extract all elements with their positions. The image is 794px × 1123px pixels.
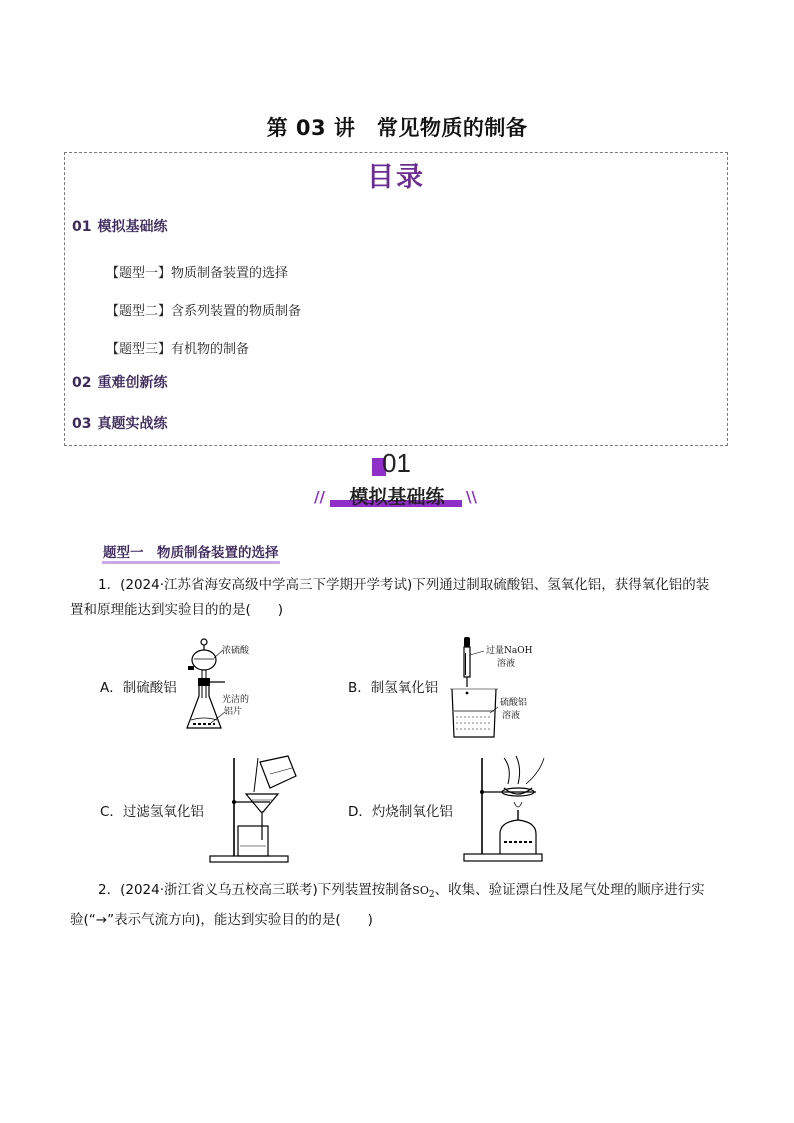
toc-section-number: 02 (72, 375, 92, 391)
banner-number: 01 (382, 448, 411, 478)
toc-section-1[interactable] (72, 216, 167, 236)
banner-right-mark: \\ (466, 488, 477, 506)
banner-title: 模拟基础练 (349, 486, 445, 508)
toc-section-number: 03 (72, 416, 92, 432)
label-aluminum-sulfate-solution: 溶液 (502, 711, 521, 721)
section-banner (0, 448, 794, 512)
label-aluminum-line-2: 铝片 (224, 707, 243, 717)
option-d-label[interactable]: D．灼烧制氧化铝 (348, 804, 453, 820)
toc-section-2[interactable] (72, 372, 167, 392)
toc-type-3[interactable]: 【题型三】有机物的制备 (106, 342, 250, 357)
toc-type-2[interactable]: 【题型二】含系列装置的物质制备 (106, 304, 302, 319)
question-1-line-2: 置和原理能达到实验目的的是( ) (70, 602, 284, 618)
type-header: 题型一 物质制备装置的选择 (102, 541, 280, 564)
toc-type-1[interactable]: 【题型一】物质制备装置的选择 (106, 266, 289, 281)
label-aluminum-sulfate: 硫酸铝 (500, 698, 528, 708)
question-1-line-1: 1．(2024·江苏省海安高级中学高三下学期开学考试)下列通过制取硫酸铝、氢氧化铝，获得氧化铝的装 (98, 577, 710, 593)
label-aluminum-line-1: 光洁的 (222, 695, 250, 705)
ignition-apparatus-diagram (460, 754, 550, 864)
so2-formula: $SO_2$ (412, 884, 435, 900)
question-2-line-2: 验(“→”表示气流方向)，能达到实验目的的是( ) (70, 912, 373, 928)
label-naoh-solution: 溶液 (497, 659, 516, 669)
question-1 (70, 573, 730, 623)
question-2-line-1-post: 、收集、验证漂白性及尾气处理的顺序进行实 (434, 882, 705, 898)
toc-section-label: 重难创新练 (97, 375, 168, 391)
question-2 (70, 878, 730, 933)
filtration-apparatus-diagram (208, 754, 302, 864)
page-title: 第 03 讲 常见物质的制备 (266, 116, 528, 140)
toc-section-3[interactable] (72, 413, 167, 433)
table-of-contents (64, 152, 728, 446)
option-b-label[interactable]: B．制氢氧化铝 (348, 680, 439, 696)
toc-section-label: 真题实战练 (97, 416, 168, 432)
toc-section-label: 模拟基础练 (97, 219, 168, 235)
toc-heading: 目录 (367, 162, 425, 193)
question-2-line-1-pre: 2．(2024·浙江省义乌五校高三联考)下列装置按制备 (98, 882, 413, 898)
option-a-label[interactable]: A．制硫酸铝 (100, 680, 177, 696)
option-c-label[interactable]: C．过滤氢氧化铝 (100, 804, 204, 820)
label-excess-naoh: 过量NaOH (486, 646, 533, 656)
toc-section-number: 01 (72, 219, 92, 235)
label-concentrated-sulfuric-acid: 浓硫酸 (222, 646, 250, 656)
banner-left-mark: // (314, 488, 325, 506)
